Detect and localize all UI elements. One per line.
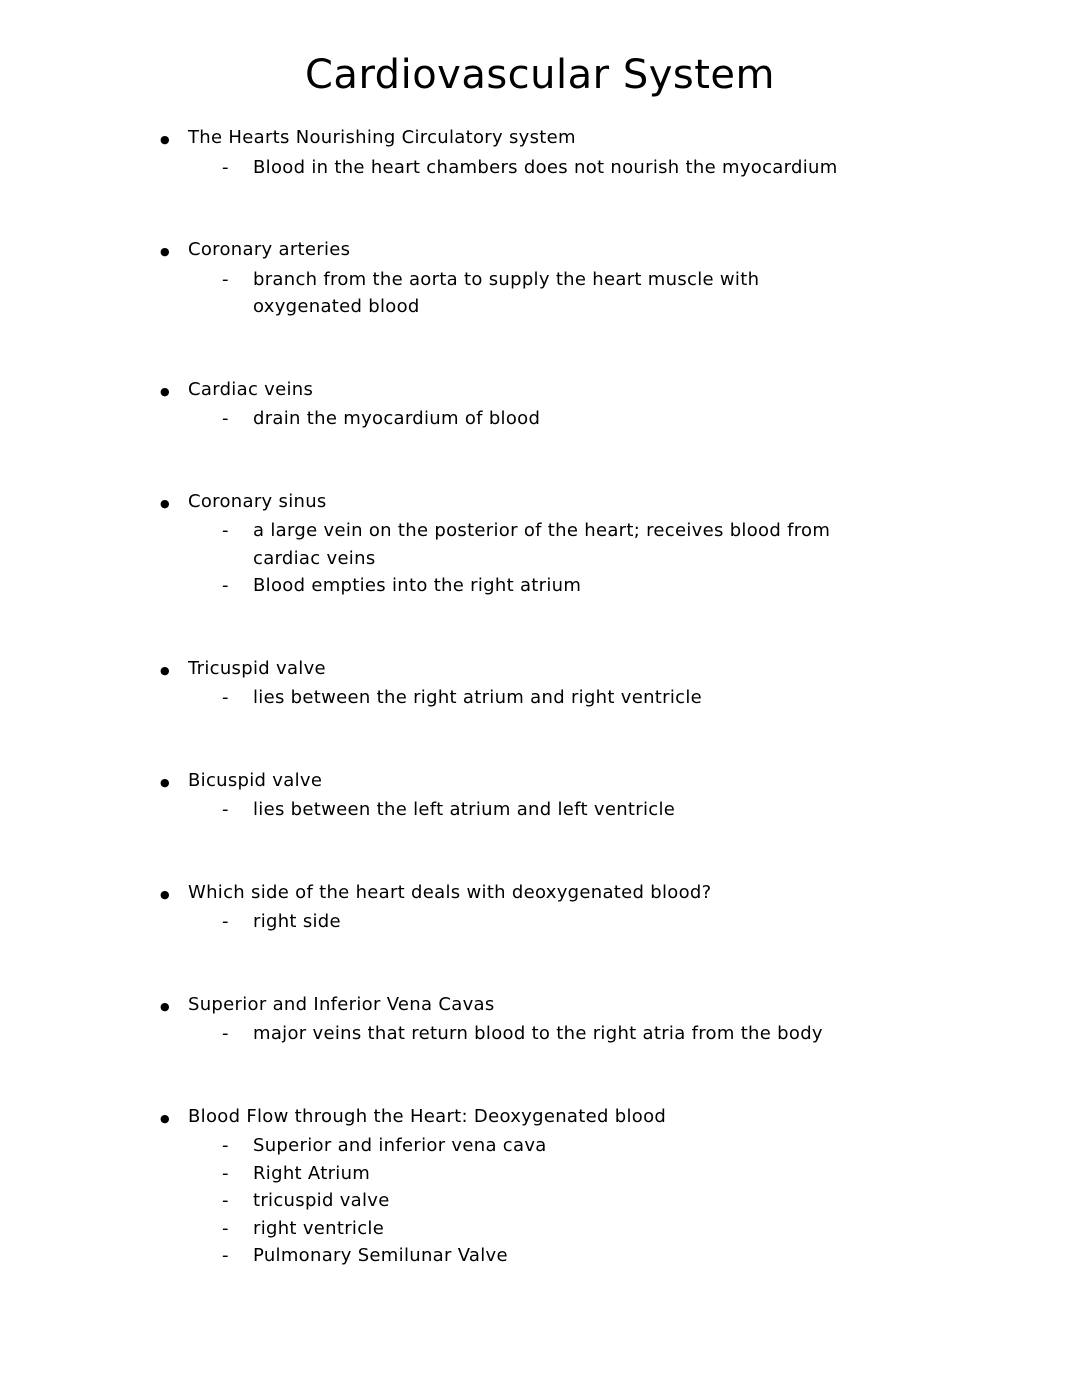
sub-item-line: right ventricle: [253, 1217, 385, 1239]
bullet-section: [0, 236, 1080, 321]
dash-icon: -: [222, 1135, 229, 1156]
dash-icon: -: [222, 520, 229, 541]
sub-item: [0, 1160, 1080, 1188]
sub-item: [0, 1215, 1080, 1243]
dash-icon: -: [222, 799, 229, 820]
sub-item: [0, 266, 1080, 321]
sub-item-text: [253, 1160, 370, 1188]
sub-item: [0, 572, 1080, 600]
sub-item: [0, 405, 1080, 433]
bullet-heading: Coronary arteries: [188, 239, 351, 260]
sub-item-text: [253, 154, 838, 182]
bullet-item: [0, 879, 1080, 909]
bullet-icon: ●: [160, 245, 170, 258]
bullet-heading: Cardiac veins: [188, 378, 314, 400]
sub-item: [0, 1242, 1080, 1270]
sub-item-line: Right Atrium: [253, 1162, 371, 1184]
dash-icon: -: [222, 156, 229, 178]
sub-item: [0, 1132, 1080, 1160]
bullet-icon: ●: [160, 1111, 170, 1125]
sub-item-line: lies between the right atrium and right ventricle: [253, 687, 703, 708]
sub-item-text: [253, 1132, 547, 1160]
bullet-item: [0, 655, 1080, 685]
sub-item: [0, 684, 1080, 712]
dash-icon: -: [222, 1023, 229, 1044]
sub-item-text: [253, 266, 759, 321]
sub-item-text: [253, 517, 830, 572]
bullet-section: [0, 488, 1080, 600]
bullet-section: [0, 1103, 1080, 1270]
sub-item-line: right side: [253, 911, 341, 932]
sub-item-text: [253, 572, 581, 600]
bullet-icon: ●: [160, 133, 170, 146]
bullet-section: [0, 376, 1080, 433]
bullet-icon: ●: [160, 999, 170, 1013]
sub-item: [0, 1187, 1080, 1215]
sub-item-line: Pulmonary Semilunar Valve: [253, 1245, 508, 1266]
dash-icon: -: [222, 911, 229, 932]
sub-item: [0, 796, 1080, 824]
sub-item: [0, 154, 1080, 182]
bullet-section: [0, 879, 1080, 936]
bullet-heading: Bicuspid valve: [188, 769, 323, 791]
bullet-icon: ●: [160, 887, 170, 901]
bullet-heading: Coronary sinus: [188, 490, 327, 512]
sub-item-text: [253, 908, 341, 936]
sub-item-line: Blood empties into the right atrium: [253, 575, 582, 596]
bullet-heading: Which side of the heart deals with deoxygenated blood?: [188, 881, 712, 903]
sub-item-text: [253, 1187, 390, 1215]
sub-item-text: [253, 684, 702, 712]
sub-item-line: tricuspid valve: [253, 1190, 390, 1211]
bullet-section: [0, 655, 1080, 712]
sub-item-line: a large vein on the posterior of the heart; receives blood from: [253, 520, 831, 541]
sub-item-text: [253, 1020, 823, 1048]
bullet-item: [0, 488, 1080, 518]
dash-icon: -: [222, 1190, 229, 1211]
page-title: Cardiovascular System: [305, 52, 775, 98]
bullet-section: [0, 124, 1080, 181]
dash-icon: -: [222, 268, 229, 290]
bullet-heading: The Hearts Nourishing Circulatory system: [188, 127, 576, 148]
dash-icon: -: [222, 408, 229, 429]
sub-item-text: [253, 1215, 384, 1243]
sub-item: [0, 908, 1080, 936]
bullet-item: [0, 767, 1080, 797]
sub-item-line: oxygenated blood: [253, 296, 420, 317]
bullet-icon: ●: [160, 384, 170, 398]
bullet-icon: ●: [160, 496, 170, 510]
sub-item: [0, 1020, 1080, 1048]
bullet-icon: ●: [160, 663, 170, 677]
sub-item-line: branch from the aorta to supply the heart muscle with: [253, 268, 760, 290]
bullet-item: [0, 1103, 1080, 1133]
sub-item-line: Superior and inferior vena cava: [253, 1135, 547, 1156]
bullet-icon: ●: [160, 775, 170, 789]
bullet-heading: Tricuspid valve: [188, 657, 326, 679]
bullet-heading: Blood Flow through the Heart: Deoxygenated blood: [188, 1105, 667, 1127]
sub-item-text: [253, 405, 540, 433]
notes-list: [0, 124, 1080, 1270]
sub-item-line: Blood in the heart chambers does not nourish the myocardium: [253, 156, 838, 178]
sub-item-text: [253, 1242, 508, 1270]
dash-icon: -: [222, 687, 229, 708]
dash-icon: -: [222, 1217, 229, 1239]
sub-item-line: drain the myocardium of blood: [253, 408, 541, 429]
bullet-item: [0, 124, 1080, 154]
dash-icon: -: [222, 1245, 229, 1266]
bullet-heading: Superior and Inferior Vena Cavas: [188, 993, 495, 1015]
bullet-item: [0, 236, 1080, 266]
dash-icon: -: [222, 575, 229, 596]
sub-item-line: major veins that return blood to the right atria from the body: [253, 1023, 823, 1044]
dash-icon: -: [222, 1162, 229, 1184]
sub-item-text: [253, 796, 675, 824]
bullet-section: [0, 767, 1080, 824]
sub-item: [0, 517, 1080, 572]
sub-item-line: cardiac veins: [253, 547, 376, 569]
bullet-item: [0, 991, 1080, 1021]
bullet-item: [0, 376, 1080, 406]
sub-item-line: lies between the left atrium and left ventricle: [253, 799, 676, 820]
bullet-section: [0, 991, 1080, 1048]
